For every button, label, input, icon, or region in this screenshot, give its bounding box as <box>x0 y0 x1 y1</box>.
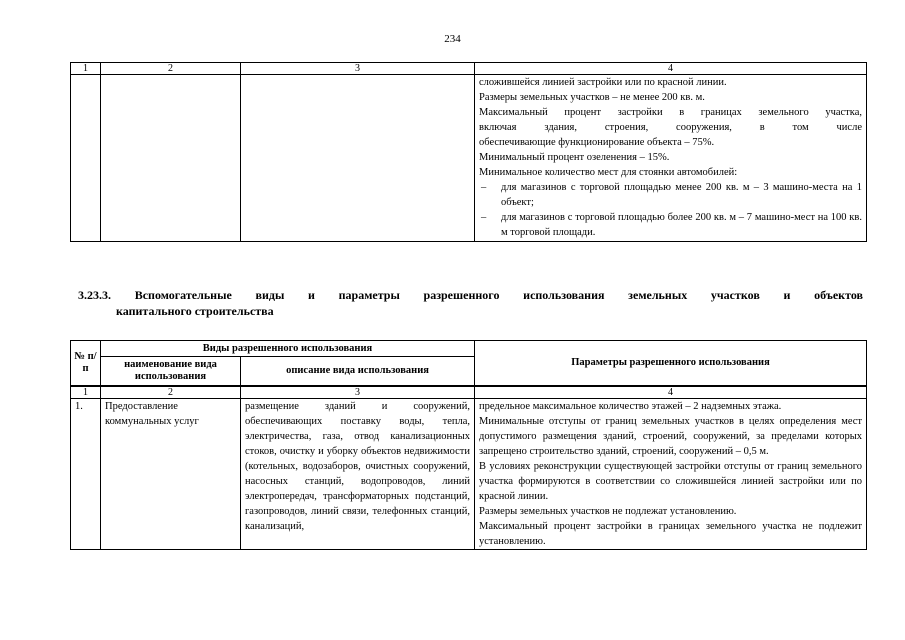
col-number: 2 <box>101 386 241 399</box>
params-cell <box>475 399 867 550</box>
text-paragraph: Минимальные отступы от границ земельных участков в целях определения мест допустимого размещения зданий, строений, сооружений, за пределами которых запрещено строительство зданий, строений, сооружений – 0,5 м. <box>479 416 863 457</box>
list-item <box>479 210 862 240</box>
header-kind-name: наименование вида использования <box>101 357 241 387</box>
text-paragraph: Максимальный процент застройки в границах земельного участка не подлежит установлению. <box>479 521 863 547</box>
text-paragraph: В условиях реконструкции существующей застройки отступы от границ земельного участка формируются в соответствии со сложившейся линией застройки или по красной линии. <box>479 461 863 502</box>
text-paragraph: предельное максимальное количество этажей – 2 надземных этажа. <box>479 401 782 412</box>
page-number: 234 <box>444 33 461 45</box>
section-heading-line2: капитального строительства <box>116 304 274 318</box>
column-number-row <box>71 386 867 399</box>
dash-marker: – <box>481 212 487 223</box>
column-number-row <box>71 63 867 75</box>
header-kinds: Виды разрешенного использования <box>101 341 475 357</box>
text-line: Минимальное количество мест для стоянки автомобилей: <box>479 167 738 178</box>
auxiliary-uses-table <box>70 340 867 550</box>
kind-name-cell: Предоставление коммунальных услуг <box>101 399 241 550</box>
header-row <box>71 341 867 357</box>
continued-table <box>70 62 867 242</box>
col-number: 1 <box>71 386 101 399</box>
list-item-text: для магазинов с торговой площадью более 200 кв. м – 7 машино-мест на 100 кв. м торговой площади. <box>501 212 862 238</box>
kind-description-cell: размещение зданий и сооружений, обеспечивающих поставку воды, тепла, электричества, газа, отвод канализационных стоков, очистку и уборку объектов недвижимости (котельных, водозаборов, очистных сооружений, насосных станций, водопроводов, линий электропередач, трансформаторных подстанций, газопроводов, линий связи, телефонных станций, канализаций, <box>241 399 475 550</box>
text-paragraph: Размеры земельных участков не подлежат установлению. <box>479 506 737 517</box>
col-number: 2 <box>101 63 241 75</box>
text-line: Размеры земельных участков – не менее 200 кв. м. <box>479 92 705 103</box>
empty-cell <box>241 75 475 242</box>
col-number: 3 <box>241 386 475 399</box>
text-line: обеспечивающие функционирование объекта – 75%. <box>479 137 715 148</box>
header-number: № п/п <box>71 341 101 387</box>
text-line: Минимальный процент озеленения – 15%. <box>479 152 670 163</box>
list-item-text: для магазинов с торговой площадью менее 200 кв. м – 3 машино-места на 1 объект; <box>501 182 862 208</box>
table-row <box>71 399 867 550</box>
text-line: включая здания, строения, сооружения, в том числе <box>479 122 862 133</box>
header-kind-description: описание вида использования <box>241 357 475 387</box>
col-number: 4 <box>475 63 867 75</box>
empty-cell <box>71 75 101 242</box>
table-row <box>71 75 867 242</box>
col-number: 1 <box>71 63 101 75</box>
params-cell <box>475 75 867 242</box>
empty-cell <box>101 75 241 242</box>
col-number: 4 <box>475 386 867 399</box>
parking-list <box>479 180 862 240</box>
section-heading-line1: 3.23.3. Вспомогательные виды и параметры разрешенного использования земельных участков и объектов <box>78 288 863 302</box>
text-line: Максимальный процент застройки в границах земельного участка, <box>479 107 862 118</box>
row-number: 1. <box>71 399 101 550</box>
section-heading <box>78 287 863 319</box>
list-item <box>479 180 862 210</box>
col-number: 3 <box>241 63 475 75</box>
dash-marker: – <box>481 182 487 193</box>
header-params: Параметры разрешенного использования <box>475 341 867 387</box>
text-line: сложившейся линией застройки или по красной линии. <box>479 77 727 88</box>
